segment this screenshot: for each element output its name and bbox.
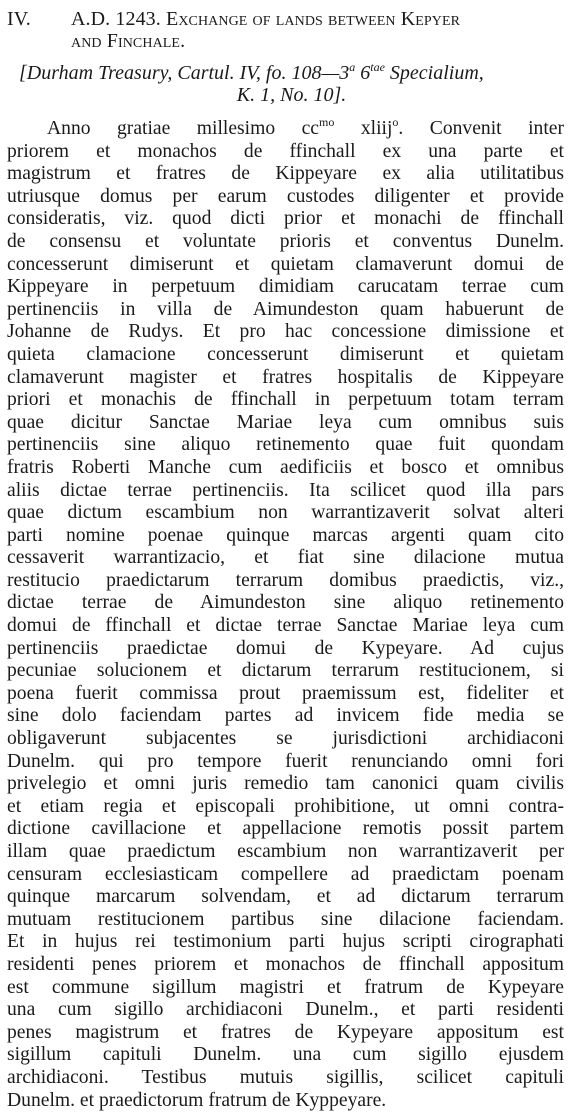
- text-line: priorem et monachos de ffinchall ex una parte et: [7, 140, 564, 162]
- text-line: Johanne de Rudys. Et pro hac concessione dimissione et: [7, 321, 564, 343]
- document-date: A.D. 1243.: [71, 8, 161, 30]
- text-line: illam quae praedictum escambium non warrantizaverit per: [7, 841, 564, 862]
- text-line: consideratis, viz. quod dicti prior et monachi de ffinchall: [7, 208, 564, 230]
- text-line: pertinenciis sine aliquo retinemento quae fuit quondam: [7, 434, 564, 456]
- text-line: dictione cavillacione et appellacione remotis possit partem: [7, 818, 564, 840]
- document-title-line2: and Finchale.: [71, 30, 186, 52]
- text-line: quinque marcarum solvendam, et ad dictarum terrarum: [7, 886, 564, 908]
- text-line: domui de ffinchall et dictae terrae Sanctae Mariae leya cum: [7, 615, 564, 637]
- text-line: concesserunt dimiserunt et quietam clamaverunt domui de: [7, 253, 564, 275]
- text-line: Dunelm. et praedictorum fratrum de Kyppeyare.: [7, 1089, 387, 1111]
- text-line: Et in hujus rei testimonium parti hujus scripti cirographati: [7, 931, 564, 953]
- text-line: Anno gratiae millesimo $cc^{mo}$ xliij$^o$. Convenit inter: [47, 115, 564, 139]
- text-line: archidiaconi. Testibus mutuis sigillis, scilicet capituli: [7, 1066, 564, 1088]
- text-line: Kippeyare in perpetuum dimidiam carucatam terrae cum: [7, 276, 564, 298]
- text-line: quieta clamacione concesserunt dimiserunt et quietam: [7, 343, 564, 365]
- text-line: pertinenciis praedictae domui de Kypeyare. Ad cujus: [7, 637, 564, 659]
- text-line: et etiam regia et episcopali prohibitione, ut omni contra-: [7, 795, 564, 817]
- text-line: est commune sigillum magistri et fratrum de Kypeyare: [7, 976, 564, 998]
- source-line-2: K. 1, No. 10].: [236, 84, 347, 106]
- text-line: priori et monachis de ffinchall in perpetuum totam terram: [7, 389, 564, 411]
- text-line: poena fuerit commissa prout praemissum est, fideliter et: [7, 682, 564, 704]
- text-line: sine dolo faciendam partes ad invicem fide media se: [7, 705, 564, 727]
- text-line: residenti penes priorem et monachos de ffinchall appositum: [7, 953, 564, 975]
- text-line: quae dictum escambium non warrantizaverit solvat alteri: [7, 502, 564, 524]
- text-line: obligaverunt subjacentes se jurisdictioni archidiaconi: [7, 728, 564, 750]
- text-line: sigillum capituli Dunelm. una cum sigillo ejusdem: [7, 1044, 564, 1066]
- text-line: clamaverunt magister et fratres hospitalis de Kippeyare: [7, 366, 564, 388]
- text-line: fratris Roberti Manche cum aedificiis et bosco et omnibus: [7, 456, 564, 478]
- text-line: parti nomine poenae quinque marcas argenti quam cito: [7, 524, 564, 546]
- source-reference: [19, 62, 564, 106]
- text-line: de consensu et voluntate prioris et conventus Dunelm.: [7, 230, 564, 252]
- document-title-line1: Exchange of lands between Kepyer: [166, 8, 461, 30]
- text-line: una cum sigillo archidiaconi Dunelm., et parti residenti: [7, 999, 564, 1021]
- text-line: penes magistrum et fratres de Kypeyare appositum est: [7, 1021, 564, 1043]
- text-line: utriusque domus per earum custodes diligenter et provide: [7, 185, 564, 207]
- source-line-1: [Durham Treasury, Cartul. IV, fo. 108—3$^a$ $6^{tae}$ Specialium,: [19, 60, 484, 84]
- text-line: Dunelm. qui pro tempore fuerit renunciando omni fori: [7, 750, 564, 772]
- text-line: pertinenciis in villa de Aimundeston quam habuerunt de: [7, 298, 564, 320]
- text-line: censuram ecclesiasticam compellere ad praedictam poenam: [7, 863, 564, 885]
- text-line: restitucio praedictarum terrarum domibus praedictis, viz.,: [7, 569, 564, 591]
- text-line: pecuniae solucionem et dictarum terrarum restitucionem, si: [7, 660, 564, 682]
- text-line: aliis dictae terrae pertinenciis. Ita scilicet quod illa pars: [7, 479, 564, 501]
- text-line: mutuam restitucionem partibus sine dilacione faciendam.: [7, 908, 564, 930]
- text-line: cessaverit warrantizacio, et fiat sine dilacione mutua: [7, 547, 564, 569]
- charter-text: [7, 115, 564, 1112]
- text-line: dictae terrae de Aimundeston sine aliquo retinemento: [7, 592, 564, 614]
- document-heading: [7, 8, 564, 52]
- text-line: magistrum et fratres de Kippeyare ex alia utilitatibus: [7, 163, 564, 185]
- text-line: privelegio et omni juris remedio tam canonici quam civilis: [7, 773, 564, 795]
- text-line: quae dicitur Sanctae Mariae leya cum omnibus suis: [7, 411, 564, 433]
- document-number: IV.: [7, 8, 31, 30]
